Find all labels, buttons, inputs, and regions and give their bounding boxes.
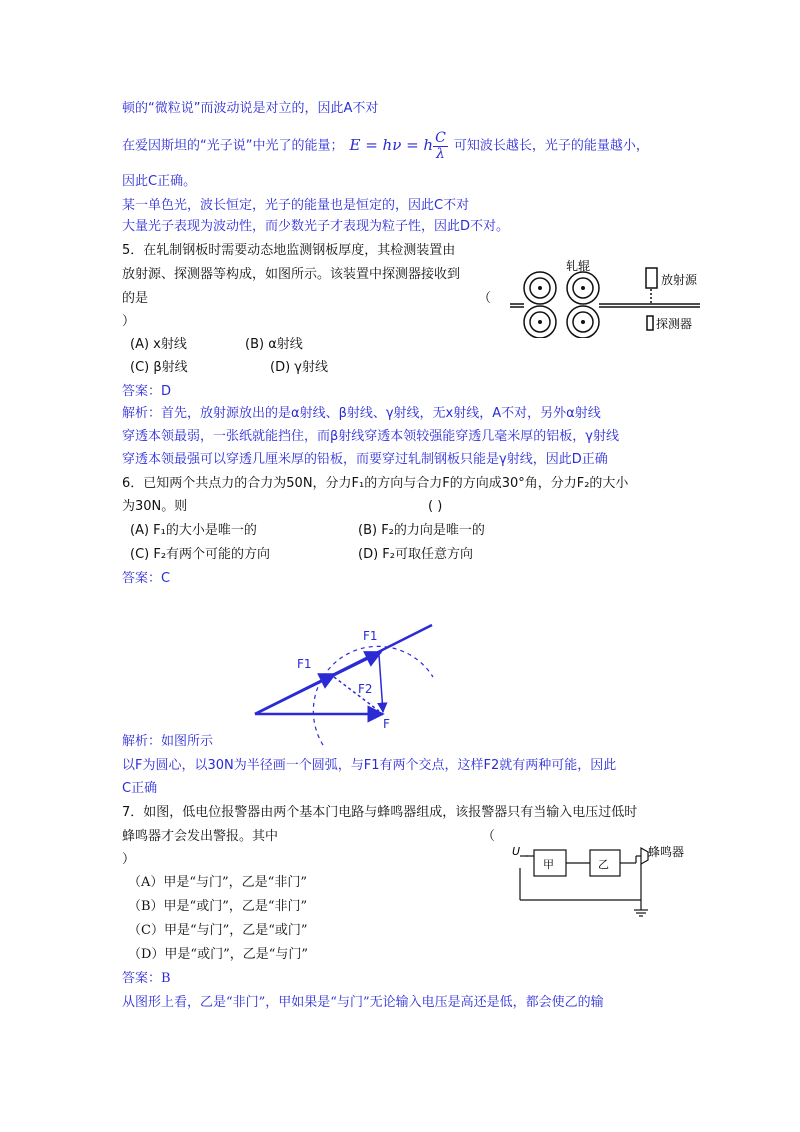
force-vector-figure [245,615,450,750]
q7-option-d: （D）甲是“或门”，乙是“与门” [128,947,309,962]
explanation-line: 因此C正确。 [122,174,197,189]
q6-option-c: (C) F₂有两个可能的方向 [130,547,271,562]
q5-paren-open: （ [478,291,492,306]
q6-explanation-line: 以F为圆心，以30N为半径画一个圆弧，与F1有两个交点，这样F2就有两种可能，因此 [122,758,617,773]
explanation-line: 某一单色光，波长恒定，光子的能量也是恒定的，因此C不对 [122,198,470,213]
fraction-denominator: λ [436,145,445,162]
q5-explanation-line: 穿透本领最强可以穿透几厘米厚的铅板，而要穿过轧制钢板只能是γ射线，因此D正确 [122,452,608,467]
source-label: 放射源 [661,273,698,287]
q6-explanation-line: 解析：如图所示 [122,734,214,749]
q5-paren-close: ） [122,314,136,329]
gate-yi-label: 乙 [598,858,609,871]
q7-paren-close: ） [122,852,136,867]
q5-explanation-line: 穿透本领最弱，一张纸就能挡住，而β射线穿透本领较强能穿透几毫米厚的铝板，γ射线 [122,429,619,444]
explanation-line: 顿的“微粒说”而波动说是对立的，因此A不对 [122,101,379,116]
f1-left-label: F1 [297,657,312,671]
q5-stem-line: 的是 [122,291,149,306]
detector-label: 探测器 [656,317,693,331]
f1-top-label: F1 [363,629,378,643]
q5-option-a: (A) x射线 [130,337,187,352]
alarm-circuit-figure [508,838,723,918]
q7-explanation-line: 从图形上看，乙是“非门”，甲如果是“与门”无论输入电压是高还是低，都会使乙的输 [122,995,604,1010]
rolling-mill-figure [500,258,720,338]
q5-option-b: (B) α射线 [245,337,303,352]
q7-stem-line: 7．如图，低电位报警器由两个基本门电路与蜂鸣器组成，该报警器只有当输入电压过低时 [122,805,638,820]
explanation-text: 在爱因斯坦的“光子说”中光了的能量； [122,138,344,154]
f-label: F [383,717,390,731]
q7-option-c: （C）甲是“与门”，乙是“或门” [128,923,308,938]
formula-fraction [433,131,448,162]
q7-stem-line: 蜂鸣器才会发出警报。其中 [122,829,279,844]
q7-answer: 答案：B [122,971,171,986]
q5-stem-line: 放射源、探测器等构成，如图所示。该装置中探测器接收到 [122,267,461,282]
q6-option-d: (D) F₂可取任意方向 [358,547,473,562]
q6-option-a: (A) F₁的大小是唯一的 [130,523,257,538]
q7-paren-open: （ [482,829,496,844]
explanation-line: 大量光子表现为波动性，而少数光子才表现为粒子性，因此D不对。 [122,219,510,234]
q7-option-a: （A）甲是“与门”，乙是“非门” [128,875,307,890]
q6-stem-line: 6．已知两个共点力的合力为50N，分力F₁的方向与合力F的方向成30°角，分力F₂的大小 [122,476,629,491]
gate-jia-label: 甲 [543,858,554,871]
photon-energy-formula [349,130,447,162]
q6-answer: 答案：C [122,571,171,586]
q5-answer: 答案：D [122,384,172,399]
q5-stem-line: 5．在轧制钢板时需要动态地监测钢板厚度，其检测装置由 [122,243,456,258]
q5-option-c: (C) β射线 [130,360,188,375]
q5-option-d: (D) γ射线 [270,360,328,375]
f2-label: F2 [358,682,373,696]
explanation-text: 可知波长越长，光子的能量越小， [453,138,649,154]
formula-left: E = hν = h [349,136,434,154]
q6-explanation-line: C正确 [122,781,158,796]
q6-stem-line: 为30N。则 [122,499,188,514]
roller-label: 轧辊 [566,259,591,273]
q6-option-b: (B) F₂的力向是唯一的 [358,523,485,538]
q5-explanation-line: 解析：首先，放射源放出的是α射线、β射线、γ射线，无x射线，A不对，另外α射线 [122,406,601,421]
q7-option-b: （B）甲是“或门”，乙是“非门” [128,899,308,914]
buzzer-label: 蜂鸣器 [648,845,685,859]
explanation-line-formula [122,130,649,162]
q6-paren: ( ) [428,499,443,514]
fraction-numerator: C [435,129,446,146]
input-voltage-label: U [512,845,521,858]
